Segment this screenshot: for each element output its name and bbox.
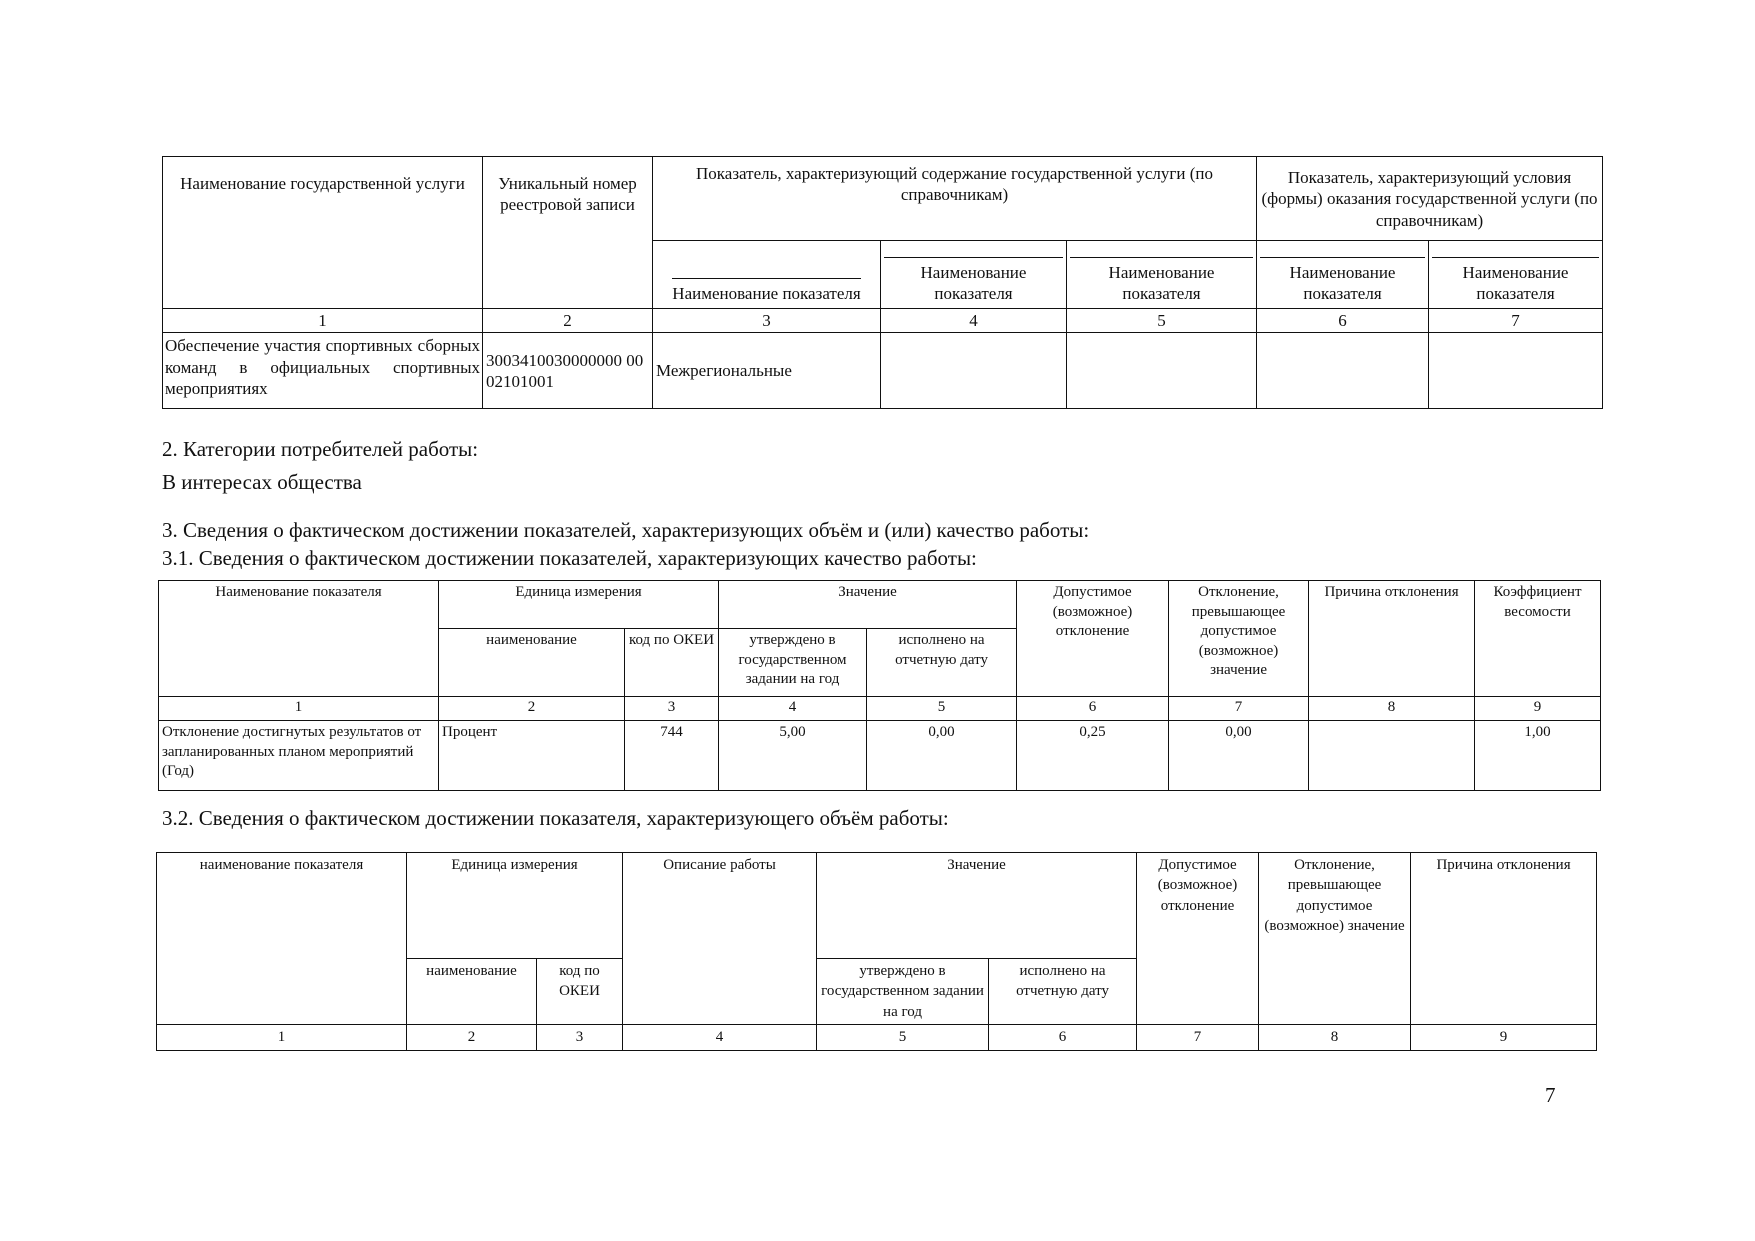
weight-cell: 1,00 bbox=[1475, 721, 1601, 791]
header-approved: утверждено в государственном задании на год bbox=[719, 629, 867, 697]
column-numbers-row bbox=[157, 1024, 1597, 1050]
header-executed: исполнено на отчетную дату bbox=[989, 959, 1137, 1025]
col-number: 6 bbox=[1017, 697, 1169, 721]
page-number: 7 bbox=[1545, 1083, 1556, 1107]
header-indicator-name: наименование показателя bbox=[157, 853, 407, 1025]
header-approved: утверждено в государственном задании на год bbox=[817, 959, 989, 1025]
header-allowed-deviation: Допустимое (возможное) отклонение bbox=[1017, 581, 1169, 697]
header-reason: Причина отклонения bbox=[1309, 581, 1475, 697]
section2-value: В интересах общества bbox=[162, 470, 362, 494]
col-number: 2 bbox=[483, 309, 653, 333]
service-indicators-table bbox=[162, 156, 1603, 409]
header-value: Значение bbox=[719, 581, 1017, 629]
col-number: 2 bbox=[407, 1024, 537, 1050]
col-number: 9 bbox=[1411, 1024, 1597, 1050]
table-row bbox=[159, 721, 1601, 791]
header-okei-code: код по ОКЕИ bbox=[625, 629, 719, 697]
empty-cell bbox=[1257, 333, 1429, 409]
col-number: 7 bbox=[1137, 1024, 1259, 1050]
section3-2-heading: 3.2. Сведения о фактическом достижении показателя, характеризующего объём работы: bbox=[162, 806, 949, 830]
section3-heading: 3. Сведения о фактическом достижении показателей, характеризующих объём и (или) качество работы: bbox=[162, 518, 1090, 542]
header-executed: исполнено на отчетную дату bbox=[867, 629, 1017, 697]
header-unit: Единица измерения bbox=[407, 853, 623, 959]
col-number: 6 bbox=[989, 1024, 1137, 1050]
empty-cell bbox=[1429, 333, 1603, 409]
approved-cell: 5,00 bbox=[719, 721, 867, 791]
col-number: 8 bbox=[1259, 1024, 1411, 1050]
registry-number-cell: 3003410030000000 0002101001 bbox=[483, 333, 653, 409]
header-content-indicator: Показатель, характеризующий содержание государственной услуги (по справочникам) bbox=[653, 157, 1257, 241]
header-indicator-name-4: Наименование показателя bbox=[881, 241, 1067, 309]
col-number: 3 bbox=[653, 309, 881, 333]
col-number: 5 bbox=[867, 697, 1017, 721]
col-number: 8 bbox=[1309, 697, 1475, 721]
header-unit: Единица измерения bbox=[439, 581, 719, 629]
header-unit-name: наименование bbox=[439, 629, 625, 697]
table-row bbox=[163, 333, 1603, 409]
col-number: 7 bbox=[1169, 697, 1309, 721]
content-indicator-cell: Межрегиональные bbox=[653, 333, 881, 409]
header-allowed-deviation: Допустимое (возможное) отклонение bbox=[1137, 853, 1259, 1025]
header-indicator-name-5: Наименование показателя bbox=[1067, 241, 1257, 309]
col-number: 4 bbox=[623, 1024, 817, 1050]
reason-cell bbox=[1309, 721, 1475, 791]
header-unit-name: наименование bbox=[407, 959, 537, 1025]
service-name-cell: Обеспечение участия спортивных сборных команд в официальных спортивных мероприятиях bbox=[163, 333, 483, 409]
col-number: 5 bbox=[1067, 309, 1257, 333]
okei-cell: 744 bbox=[625, 721, 719, 791]
header-service-name: Наименование государственной услуги bbox=[163, 157, 483, 309]
allowed-cell: 0,25 bbox=[1017, 721, 1169, 791]
header-conditions-indicator: Показатель, характеризующий условия (формы) оказания государственной услуги (по справочникам) bbox=[1257, 157, 1603, 241]
empty-cell bbox=[881, 333, 1067, 409]
unit-cell: Процент bbox=[439, 721, 625, 791]
header-indicator-name-7: Наименование показателя bbox=[1429, 241, 1603, 309]
col-number: 2 bbox=[439, 697, 625, 721]
header-deviation-exceeding: Отклонение, превышающее допустимое (возможное) значение bbox=[1169, 581, 1309, 697]
header-value: Значение bbox=[817, 853, 1137, 959]
col-number: 9 bbox=[1475, 697, 1601, 721]
executed-cell: 0,00 bbox=[867, 721, 1017, 791]
col-number: 4 bbox=[719, 697, 867, 721]
col-number: 3 bbox=[537, 1024, 623, 1050]
col-number: 3 bbox=[625, 697, 719, 721]
header-reason: Причина отклонения bbox=[1411, 853, 1597, 1025]
col-number: 5 bbox=[817, 1024, 989, 1050]
col-number: 7 bbox=[1429, 309, 1603, 333]
header-work-description: Описание работы bbox=[623, 853, 817, 1025]
header-indicator-name-3: Наименование показателя bbox=[653, 241, 881, 309]
header-indicator-name: Наименование показателя bbox=[159, 581, 439, 697]
volume-indicators-table bbox=[156, 852, 1597, 1051]
header-weight: Коэффициент весомости bbox=[1475, 581, 1601, 697]
empty-cell bbox=[1067, 333, 1257, 409]
deviation-cell: 0,00 bbox=[1169, 721, 1309, 791]
column-numbers-row bbox=[159, 697, 1601, 721]
indicator-cell: Отклонение достигнутых результатов от запланированных планом мероприятий (Год) bbox=[159, 721, 439, 791]
col-number: 1 bbox=[163, 309, 483, 333]
header-okei-code: код по ОКЕИ bbox=[537, 959, 623, 1025]
col-number: 4 bbox=[881, 309, 1067, 333]
header-deviation-exceeding: Отклонение, превышающее допустимое (возможное) значение bbox=[1259, 853, 1411, 1025]
col-number: 1 bbox=[157, 1024, 407, 1050]
quality-indicators-table bbox=[158, 580, 1601, 791]
col-number: 1 bbox=[159, 697, 439, 721]
column-numbers-row bbox=[163, 309, 1603, 333]
section3-1-heading: 3.1. Сведения о фактическом достижении показателей, характеризующих качество работы: bbox=[162, 546, 977, 570]
header-indicator-name-6: Наименование показателя bbox=[1257, 241, 1429, 309]
section2-heading: 2. Категории потребителей работы: bbox=[162, 437, 479, 461]
header-registry-number: Уникальный номер реестровой записи bbox=[483, 157, 653, 309]
col-number: 6 bbox=[1257, 309, 1429, 333]
